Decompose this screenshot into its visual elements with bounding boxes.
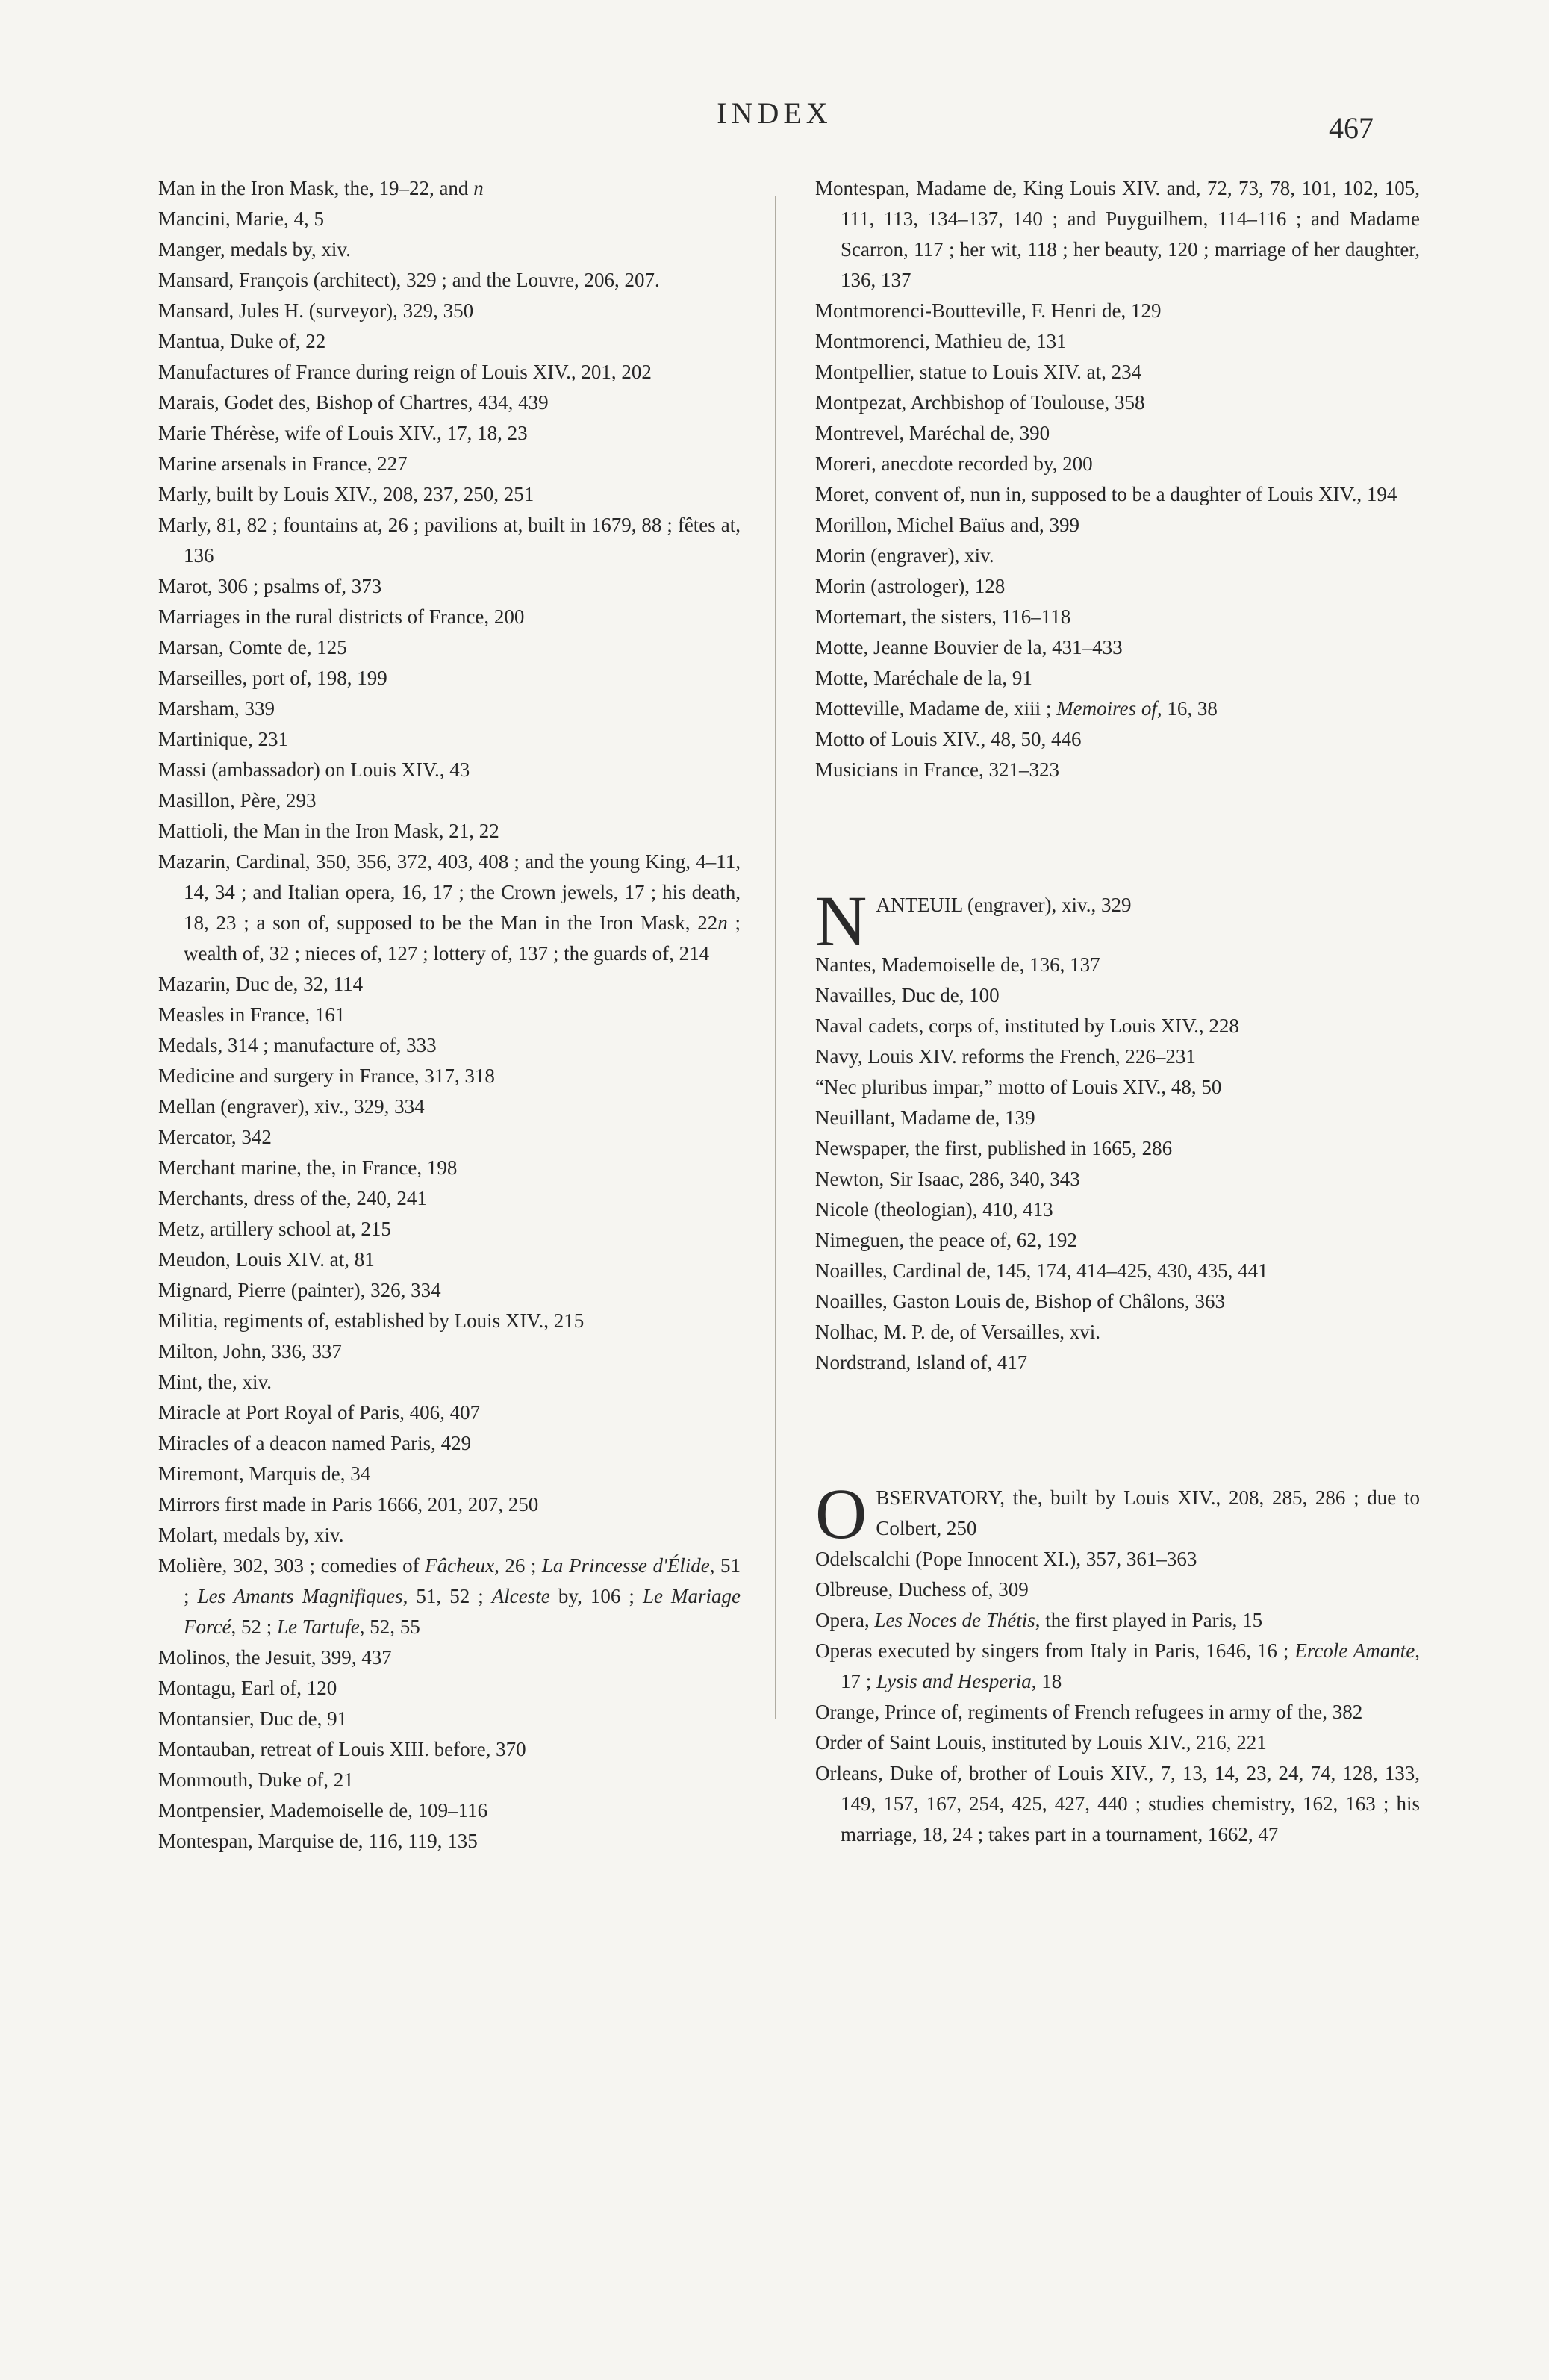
index-entry: Motte, Maréchale de la, 91: [815, 667, 1032, 689]
index-entry: Marsan, Comte de, 125: [158, 636, 347, 658]
index-entry: Motteville, Madame de, xiii ; Memoires of, 16, 38: [815, 697, 1218, 720]
running-header-title: INDEX: [717, 96, 832, 130]
index-entry: Mansard, François (architect), 329 ; and the Louvre, 206, 207.: [158, 269, 660, 291]
index-entry: Manger, medals by, xiv.: [158, 238, 351, 261]
index-entry: Militia, regiments of, established by Louis XIV., 215: [158, 1309, 585, 1332]
entry-text: ANTEUIL (engraver), xiv., 329: [876, 894, 1132, 916]
index-entry: Montespan, Madame de, King Louis XIV. and, 72, 73, 78, 101, 102, 105, 111, 113, 134–137, 140 ; and Puyguilhem, 114–116 ; and Madame Scarron, 117 ; her wit, 118 ; her beauty, 120 ; marriage of her daughter, 136, 137: [815, 177, 1420, 291]
index-entry: Orange, Prince of, regiments of French refugees in army of the, 382: [815, 1701, 1363, 1723]
index-entry: Neuillant, Madame de, 139: [815, 1106, 1035, 1129]
index-entry: Musicians in France, 321–323: [815, 758, 1059, 781]
index-entry: Masillon, Père, 293: [158, 789, 317, 811]
index-entry: Mellan (engraver), xiv., 329, 334: [158, 1095, 425, 1118]
index-entry: Newspaper, the first, published in 1665, 286: [815, 1137, 1173, 1159]
index-entry: Marot, 306 ; psalms of, 373: [158, 575, 382, 597]
index-entry: Mattioli, the Man in the Iron Mask, 21, 22: [158, 820, 499, 842]
index-entry: Mortemart, the sisters, 116–118: [815, 605, 1071, 628]
index-entry: Montmorenci-Boutteville, F. Henri de, 129: [815, 299, 1162, 322]
index-entry: Motte, Jeanne Bouvier de la, 431–433: [815, 636, 1123, 658]
index-entry: Mansard, Jules H. (surveyor), 329, 350: [158, 299, 474, 322]
index-entry: Morin (astrologer), 128: [815, 575, 1006, 597]
index-entry: Mazarin, Cardinal, 350, 356, 372, 403, 408 ; and the young King, 4–11, 14, 34 ; and Italian opera, 16, 17 ; the Crown jewels, 17 ; his death, 18, 23 ; a son of, supposed to be the Man in the Iron Mask, 22n ; wealth of, 32 ; nieces of, 127 ; lottery of, 137 ; the guards of, 214: [158, 850, 741, 965]
index-entry: Montpensier, Mademoiselle de, 109–116: [158, 1799, 488, 1822]
index-entry: Marine arsenals in France, 227: [158, 452, 408, 475]
index-entry: [815, 881, 1420, 961]
index-entry: Man in the Iron Mask, the, 19–22, and n: [158, 177, 484, 199]
index-entry: Montespan, Marquise de, 116, 119, 135: [158, 1830, 478, 1852]
index-entry: Montpellier, statue to Louis XIV. at, 234: [815, 361, 1142, 383]
entry-text: BSERVATORY, the, built by Louis XIV., 208, 285, 286 ; due to Colbert, 250: [876, 1486, 1420, 1539]
index-entry: Medals, 314 ; manufacture of, 333: [158, 1034, 437, 1056]
index-entry: Montmorenci, Mathieu de, 131: [815, 330, 1067, 352]
index-entry: Morin (engraver), xiv.: [815, 544, 994, 567]
drop-cap-o: O: [815, 1474, 867, 1554]
index-entry: Motto of Louis XIV., 48, 50, 446: [815, 728, 1082, 750]
index-entry: Mint, the, xiv.: [158, 1371, 272, 1393]
index-entry: Mercator, 342: [158, 1126, 272, 1148]
index-entry: Morillon, Michel Baïus and, 399: [815, 514, 1079, 536]
left-column: [158, 173, 741, 1857]
page-number: 467: [1329, 111, 1374, 145]
index-entry: Merchants, dress of the, 240, 241: [158, 1187, 427, 1209]
index-entry: Molart, medals by, xiv.: [158, 1524, 344, 1546]
index-entry: Miracle at Port Royal of Paris, 406, 407: [158, 1401, 481, 1424]
index-entry: Olbreuse, Duchess of, 309: [815, 1578, 1029, 1601]
index-entry: Montauban, retreat of Louis XIII. before, 370: [158, 1738, 526, 1760]
index-entry: Miremont, Marquis de, 34: [158, 1462, 371, 1485]
index-entry: Montpezat, Archbishop of Toulouse, 358: [815, 391, 1145, 414]
index-entry: Moret, convent of, nun in, supposed to be a daughter of Louis XIV., 194: [815, 483, 1397, 505]
index-entry: Newton, Sir Isaac, 286, 340, 343: [815, 1168, 1080, 1190]
index-entry: Marie Thérèse, wife of Louis XIV., 17, 18, 23: [158, 422, 528, 444]
index-entry: Massi (ambassador) on Louis XIV., 43: [158, 758, 470, 781]
index-entry: Mancini, Marie, 4, 5: [158, 208, 324, 230]
index-entry: Monmouth, Duke of, 21: [158, 1769, 354, 1791]
index-entry: Nolhac, M. P. de, of Versailles, xvi.: [815, 1321, 1100, 1343]
index-entry: Nicole (theologian), 410, 413: [815, 1198, 1053, 1221]
index-entry: Order of Saint Louis, instituted by Louis XIV., 216, 221: [815, 1731, 1267, 1754]
index-entry: Marly, 81, 82 ; fountains at, 26 ; pavilions at, built in 1679, 88 ; fêtes at, 136: [158, 514, 741, 567]
index-entry: Mazarin, Duc de, 32, 114: [158, 973, 364, 995]
index-entry: Manufactures of France during reign of Louis XIV., 201, 202: [158, 361, 652, 383]
index-entry: Montansier, Duc de, 91: [158, 1707, 348, 1730]
drop-cap-n: N: [815, 881, 867, 961]
index-entry: “Nec pluribus impar,” motto of Louis XIV., 48, 50: [815, 1076, 1222, 1098]
index-entry: Nantes, Mademoiselle de, 136, 137: [815, 953, 1100, 976]
index-entry: Marais, Godet des, Bishop of Chartres, 434, 439: [158, 391, 549, 414]
index-entry: Molière, 302, 303 ; comedies of Fâcheux, 26 ; La Princesse d'Élide, 51 ; Les Amants Magnifiques, 51, 52 ; Alceste by, 106 ; Le Mariage Forcé, 52 ; Le Tartufe, 52, 55: [158, 1554, 741, 1638]
index-entry: Opera, Les Noces de Thétis, the first played in Paris, 15: [815, 1609, 1263, 1631]
index-entry: Mantua, Duke of, 22: [158, 330, 326, 352]
index-entry: Nimeguen, the peace of, 62, 192: [815, 1229, 1077, 1251]
index-entry: Nordstrand, Island of, 417: [815, 1351, 1028, 1374]
section-o: [815, 1474, 1420, 1850]
index-entry: Marriages in the rural districts of France, 200: [158, 605, 525, 628]
index-entry: Orleans, Duke of, brother of Louis XIV., 7, 13, 14, 23, 24, 74, 128, 133, 149, 157, 167, 254, 425, 427, 440 ; studies chemistry, 162, 163 ; his marriage, 18, 24 ; takes part in a tournament, 1662, 47: [815, 1762, 1420, 1845]
index-entry: Merchant marine, the, in France, 198: [158, 1156, 458, 1179]
index-entry: Marly, built by Louis XIV., 208, 237, 250, 251: [158, 483, 534, 505]
column-divider: [775, 196, 776, 1719]
index-entry: Marseilles, port of, 198, 199: [158, 667, 387, 689]
index-entry: Mirrors first made in Paris 1666, 201, 207, 250: [158, 1493, 539, 1515]
index-entry: Navailles, Duc de, 100: [815, 984, 1000, 1006]
index-entry: Montrevel, Maréchal de, 390: [815, 422, 1050, 444]
m-entries-continued: [815, 173, 1420, 785]
index-entry: Operas executed by singers from Italy in Paris, 1646, 16 ; Ercole Amante, 17 ; Lysis and Hesperia, 18: [815, 1639, 1420, 1692]
index-entry: Noailles, Cardinal de, 145, 174, 414–425, 430, 435, 441: [815, 1259, 1268, 1282]
index-entry: Odelscalchi (Pope Innocent XI.), 357, 361–363: [815, 1548, 1197, 1570]
index-entry: Molinos, the Jesuit, 399, 437: [158, 1646, 392, 1669]
right-column: [815, 173, 1420, 1850]
index-entry: Noailles, Gaston Louis de, Bishop of Châlons, 363: [815, 1290, 1225, 1312]
index-entry: Marsham, 339: [158, 697, 275, 720]
index-entry: Naval cadets, corps of, instituted by Louis XIV., 228: [815, 1015, 1239, 1037]
index-entry: Mignard, Pierre (painter), 326, 334: [158, 1279, 441, 1301]
index-entry: Medicine and surgery in France, 317, 318: [158, 1065, 495, 1087]
index-entry: Measles in France, 161: [158, 1003, 346, 1026]
section-n: [815, 881, 1420, 1378]
index-entry: Montagu, Earl of, 120: [158, 1677, 337, 1699]
index-entry: Meudon, Louis XIV. at, 81: [158, 1248, 375, 1271]
index-entry: Milton, John, 336, 337: [158, 1340, 343, 1362]
index-entry: Miracles of a deacon named Paris, 429: [158, 1432, 472, 1454]
index-entry: Navy, Louis XIV. reforms the French, 226–231: [815, 1045, 1196, 1068]
index-entry: Moreri, anecdote recorded by, 200: [815, 452, 1093, 475]
index-entry: [815, 1474, 1420, 1554]
index-entry: Metz, artillery school at, 215: [158, 1218, 391, 1240]
index-entry: Martinique, 231: [158, 728, 288, 750]
